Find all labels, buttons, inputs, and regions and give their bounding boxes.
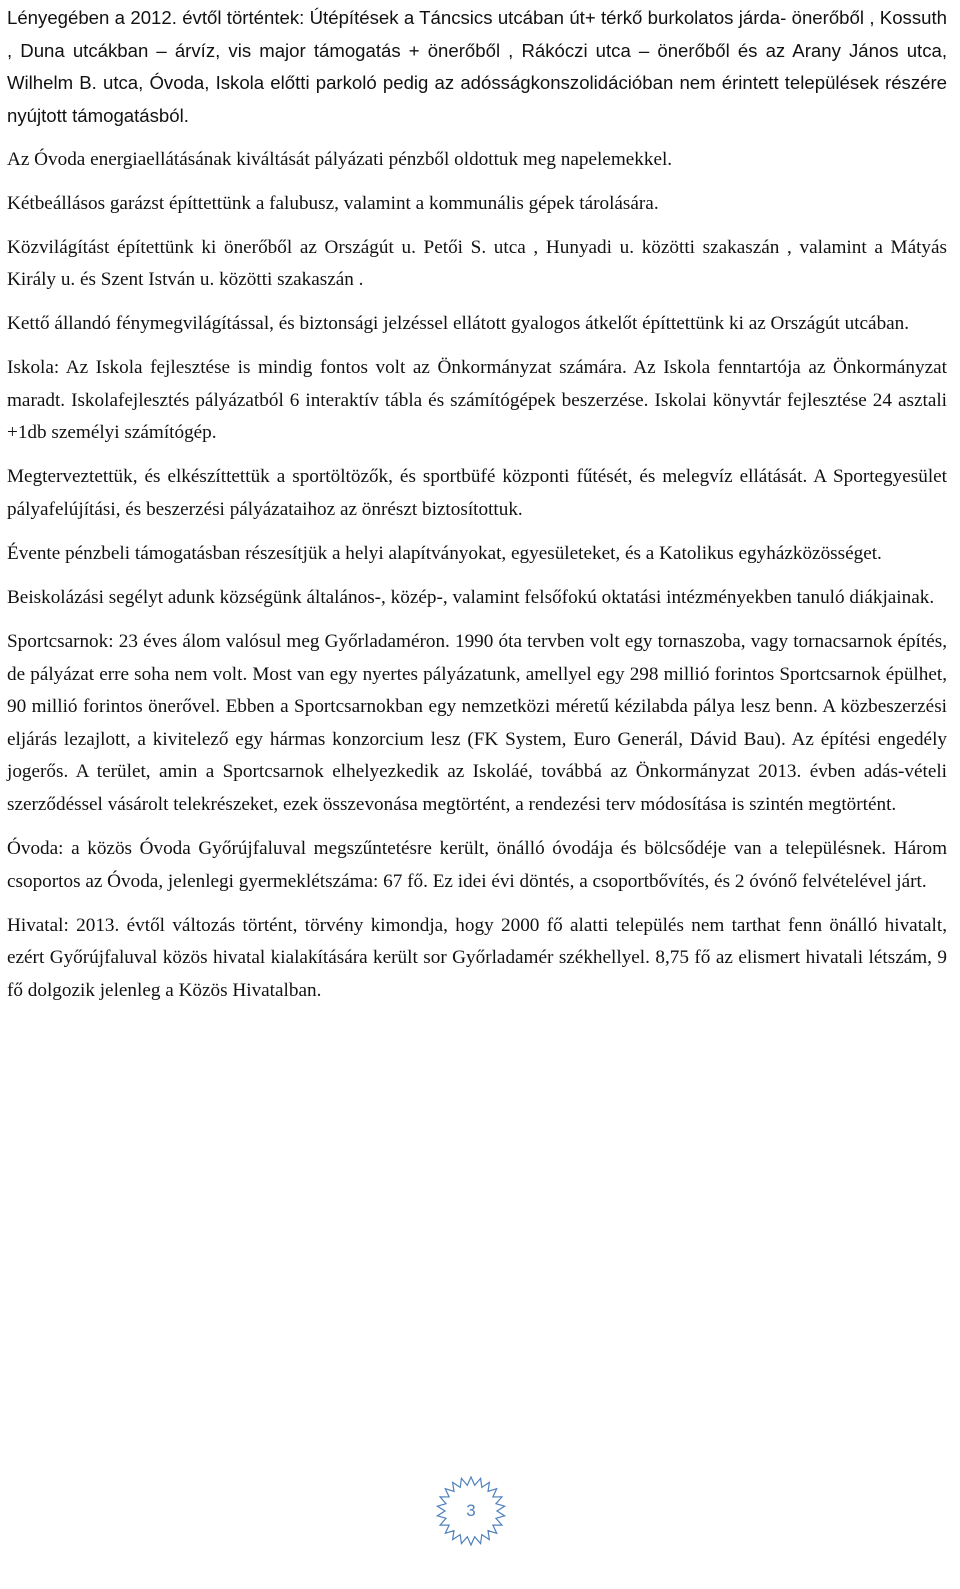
page-number: 3 bbox=[466, 1501, 476, 1520]
paragraph-road-works: Lényegében a 2012. évtől történtek: Útépítések a Táncsics utcában út+ térkő burkolatos járda- önerőből , Kossuth , Duna utcákban – árvíz, vis major támogatás + önerőből , Rákóczi utca – önerőből és az Arany János utca, Wilhelm B. utca, Óvoda, Iskola előtti parkoló pedig az adósságkonszolidációban nem érintett települések részére nyújtott támogatásból. bbox=[7, 7, 947, 126]
paragraph-kindergarten: Óvoda: a közös Óvoda Győrújfaluval megszűntetésre került, önálló óvodája és bölcsődéje van a településnek. Három csoportos az Óvoda, jelenlegi gyermeklétszáma: 67 fő. Ez idei évi döntés, a csoportbővítés, és 2 óvónő felvételével járt. bbox=[7, 837, 947, 892]
paragraph-foundations-support: Évente pénzbeli támogatásban részesítjük a helyi alapítványokat, egyesületeket, és a Katolikus egyházközösséget. bbox=[7, 543, 882, 565]
paragraph-pedestrian-crossing: Kettő állandó fénymegvilágítással, és biztonsági jelzéssel ellátott gyalogos átkelőt építtettünk ki az Országút utcában. bbox=[7, 313, 910, 335]
page-number-badge bbox=[431, 1471, 511, 1551]
paragraph-kindergarten-solar: Az Óvoda energiaellátásának kiváltását pályázati pénzből oldottuk meg napelemekkel. bbox=[7, 148, 673, 170]
paragraph-street-lighting: Közvilágítást építettünk ki önerőből az Országút u. Petői S. utca , Hunyadi u. közötti szakaszán , valamint a Mátyás Király u. és Szent István u. közötti szakaszán . bbox=[7, 236, 947, 291]
document-body bbox=[7, 2, 947, 1019]
paragraph-schooling-aid: Beiskolázási segélyt adunk községünk általános-, közép-, valamint felsőfokú oktatási intézményekben tanuló diákjainak. bbox=[7, 587, 935, 609]
paragraph-sports-hall: Sportcsarnok: 23 éves álom valósul meg Győrladaméron. 1990 óta tervben volt egy tornaszoba, vagy tornacsarnok építés, de pályázat erre soha nem volt. Most van egy nyertes pályázatunk, amellyel egy 298 millió forintos Sportcsarnok épülhet, 90 millió forintos önerővel. Ebben a Sportcsarnokban egy nemzetközi méretű kézilabda pálya lesz benn. A közbeszerzési eljárás lezajlott, a kivitelező egy hármas konzorcium lesz (FK System, Euro Generál, Dávid Bau). Az építési engedély jogerős. A terület, amin a Sportcsarnok elhelyezkedik az Iskoláé, továbbá az Önkormányzat 2013. évben adás-vételi szerződéssel vásárolt telekrészeket, ezek összevonása megtörtént, a rendezési terv módosítása is szintén megtörtént. bbox=[7, 631, 947, 815]
paragraph-office: Hivatal: 2013. évtől változás történt, törvény kimondja, hogy 2000 fő alatti település nem tarthat fenn önálló hivatalt, ezért Győrújfaluval közös hivatal kialakítására került sor Győrladamér székhellyel. 8,75 fő az elismert hivatali létszám, 9 fő dolgozik jelenleg a Közös Hivatalban. bbox=[7, 914, 947, 1001]
paragraph-school: Iskola: Az Iskola fejlesztése is mindig fontos volt az Önkormányzat számára. Az Iskola fenntartója az Önkormányzat maradt. Iskolafejlesztés pályázatból 6 interaktív tábla és számítógépek beszerzése. Iskolai könyvtár fejlesztése 24 asztali +1db személyi számítógép. bbox=[7, 357, 947, 444]
paragraph-sports-changing-rooms: Megterveztettük, és elkészíttettük a sportöltözők, és sportbüfé központi fűtését, és melegvíz ellátását. A Sportegyesület pályafelújítási, és beszerzési pályázataihoz az önrészt biztosítottuk. bbox=[7, 466, 947, 521]
paragraph-garage: Kétbeállásos garázst építtettünk a falubusz, valamint a kommunális gépek tárolására. bbox=[7, 192, 659, 214]
